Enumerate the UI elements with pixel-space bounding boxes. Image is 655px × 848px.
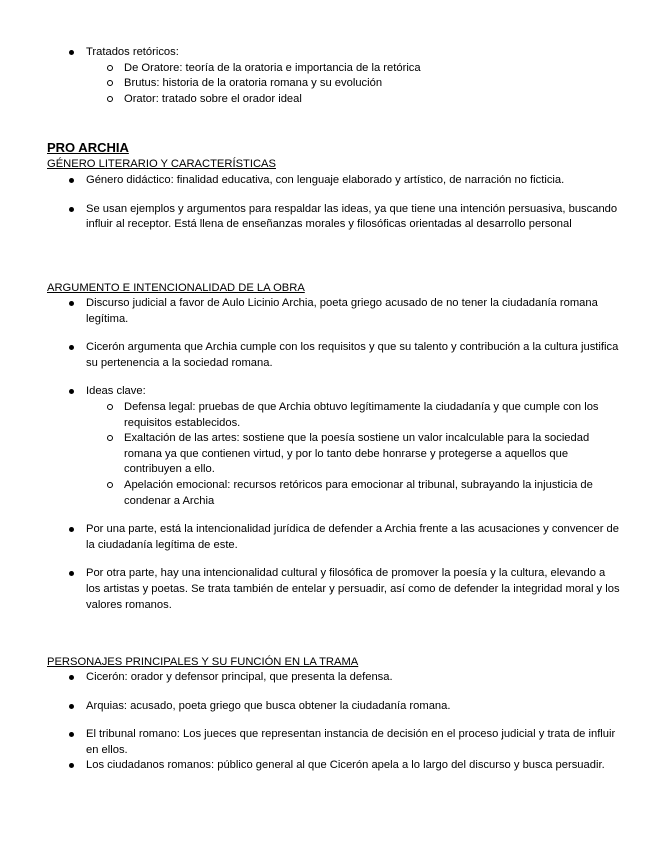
list-item: Por otra parte, hay una intencionalidad cultural y filosófica de promover la poesía y la cultura, elevando a los artistas y poetas. Se trata también de entelar y persuadir, así como de defender la integridad moral y los valores romanos. [47,566,622,613]
list-item: Orator: tratado sobre el orador ideal [86,92,627,108]
genre-heading: GÉNERO LITERARIO Y CARACTERÍSTICAS [47,158,276,170]
list-item: Los ciudadanos romanos: público general al que Cicerón apela a lo largo del discurso y busca persuadir. [47,758,622,774]
characters-heading: PERSONAJES PRINCIPALES Y SU FUNCIÓN EN LA TRAMA [47,656,359,668]
list-item [47,45,627,107]
characters-list [47,670,622,774]
genre-block [47,173,622,233]
list-item: Se usan ejemplos y argumentos para respaldar las ideas, ya que tiene una intención persuasiva, buscando influir al receptor. Está llena de enseñanzas morales y filosóficas orientadas al desarrollo personal [47,202,622,233]
page-title: PRO ARCHIA [47,140,129,155]
ideas-label: Ideas clave: [86,385,146,398]
list-item: Defensa legal: pruebas de que Archia obtuvo legítimamente la ciudadanía y que cumple con los requisitos establecidos. [86,400,622,431]
intro-sublist [86,61,627,108]
genre-list [47,173,622,233]
list-item: El tribunal romano: Los jueces que representan instancia de decisión en el proceso judicial y trata de influir en ellos. [47,727,622,758]
intro-list [47,45,627,107]
list-item: Exaltación de las artes: sostiene que la poesía sostiene un valor incalculable para la sociedad romana ya que contienen virtud, y por lo tanto debe honrarse y protegerse a aquellos que contribuyen a ello. [86,431,622,478]
characters-block [47,670,622,774]
argument-list [47,296,622,613]
list-item: Arquias: acusado, poeta griego que busca obtener la ciudadanía romana. [47,699,622,715]
intro-bullet-text: Tratados retóricos: [86,46,179,58]
list-item: Género didáctico: finalidad educativa, con lenguaje elaborado y artístico, de narración no ficticia. [47,173,622,189]
list-item [47,384,622,509]
ideas-sublist [86,400,622,509]
list-item: Por una parte, está la intencionalidad jurídica de defender a Archia frente a las acusaciones y convencer de la ciudadanía legítima de este. [47,522,622,553]
list-item: Cicerón argumenta que Archia cumple con los requisitos y que su talento y contribución a la cultura justifica su pertenencia a la sociedad romana. [47,340,622,371]
argument-block [47,296,622,613]
list-item: Apelación emocional: recursos retóricos para emocionar al tribunal, subrayando la injusticia de condenar a Archia [86,478,622,509]
intro-block [47,45,627,107]
argument-heading: ARGUMENTO E INTENCIONALIDAD DE LA OBRA [47,282,305,294]
list-item: Brutus: historia de la oratoria romana y su evolución [86,76,627,92]
list-item: Discurso judicial a favor de Aulo Licinio Archia, poeta griego acusado de no tener la ciudadanía romana legítima. [47,296,622,327]
list-item: De Oratore: teoría de la oratoria e importancia de la retórica [86,61,627,77]
list-item: Cicerón: orador y defensor principal, que presenta la defensa. [47,670,622,686]
